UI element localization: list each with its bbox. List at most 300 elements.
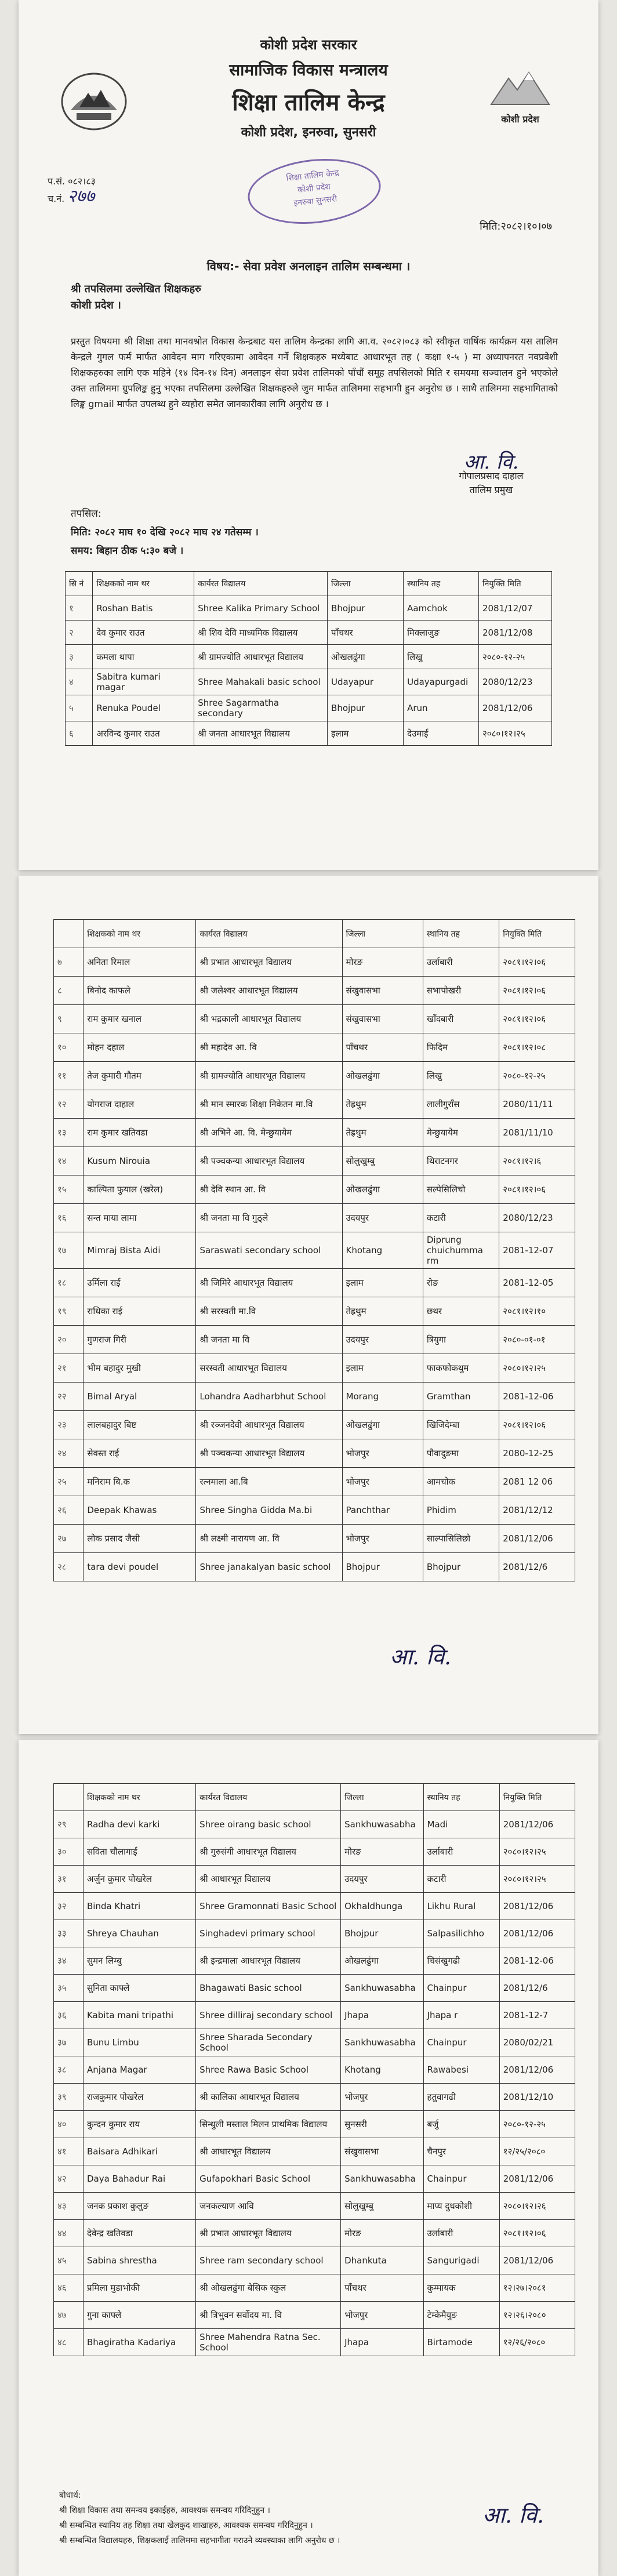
cell-district: Bhojpur xyxy=(342,1553,423,1581)
signature-mark: आ. वि. xyxy=(463,451,519,474)
cell-school: Shree oirang basic school xyxy=(196,1811,341,1838)
cell-school: श्री इन्द्रमाला आधारभूत विद्यालय xyxy=(196,1947,341,1975)
table-row xyxy=(66,669,552,695)
recipient-line: कोशी प्रदेश । xyxy=(71,299,121,311)
cell-name: Kabita mani tripathi xyxy=(83,2002,195,2029)
ref-value: ०८२।८३ xyxy=(68,176,96,187)
cell-local: उर्लाबारी xyxy=(423,1838,499,1866)
cell-name: लोक प्रसाद जैसी xyxy=(84,1525,196,1553)
cell-school: श्री भद्रकाली आधारभूत विद्यालय xyxy=(196,1005,342,1033)
cell-name: Sabina shrestha xyxy=(83,2247,195,2274)
cell-name: अर्जुन कुमार पोखरेल xyxy=(83,1866,195,1893)
cell-local: खिजिदेम्बा xyxy=(423,1411,499,1439)
table-row xyxy=(54,1204,575,1232)
cell-school: Shree janakalyan basic school xyxy=(196,1553,342,1581)
cell-district: पाँचथर xyxy=(328,621,404,645)
logo-caption: कोशी प्रदेश xyxy=(501,114,539,125)
stamp-line: शिक्षा तालिम केन्द्र xyxy=(285,168,340,183)
schedule-time: समय: बिहान ठीक ५:३० बजे । xyxy=(71,545,184,557)
cell-name: प्रमिला मुडाभोकी xyxy=(83,2274,195,2302)
cell-date: १२।२७।२०८१ xyxy=(499,2274,575,2302)
recipient-block xyxy=(71,281,201,314)
cell-school: श्री मान स्मारक शिक्षा निकेतन मा.वि xyxy=(196,1090,342,1119)
header-district: जिल्ला xyxy=(328,572,404,596)
cell-local: Chainpur xyxy=(423,2165,499,2193)
table-row xyxy=(54,1893,575,1920)
cell-sn: ४८ xyxy=(54,2329,84,2356)
header-name: शिक्षकको नाम थर xyxy=(84,920,196,948)
cell-local: चिसंखुगढी xyxy=(423,1947,499,1975)
cell-name: देवेन्द्र खतिवडा xyxy=(83,2220,195,2247)
cell-sn: ५ xyxy=(66,695,93,721)
cell-sn: ३० xyxy=(54,1838,84,1866)
cell-local: मेन्छुयायेम xyxy=(423,1119,499,1147)
cell-school: श्री पञ्चकन्या आधारभूत विद्यालय xyxy=(196,1147,342,1175)
cell-school: श्री सरस्वती मा.वि xyxy=(196,1297,342,1326)
cell-school: श्री शिव देवि माध्यमिक विद्यालय xyxy=(194,621,328,645)
cell-school: Shree Kalika Primary School xyxy=(194,596,328,621)
table-row xyxy=(54,1033,575,1062)
cell-sn: १९ xyxy=(54,1297,84,1326)
ref-label: प.सं. xyxy=(48,176,66,187)
table-row xyxy=(54,1975,575,2002)
cell-local: Salpasilichho xyxy=(423,1920,499,1947)
reference-numbers xyxy=(48,174,96,206)
cell-local: कटारी xyxy=(423,1204,499,1232)
cell-school: श्री अभिने आ. वि. मेन्छुयायेम xyxy=(196,1119,342,1147)
cell-date: 2081/12/06 xyxy=(499,2056,575,2084)
table-row xyxy=(54,1175,575,1204)
header-sn xyxy=(54,920,84,948)
cell-district: Panchthar xyxy=(342,1496,423,1525)
table-row xyxy=(66,645,552,669)
cell-name: Kusum Nirouia xyxy=(84,1147,196,1175)
teachers-table-3 xyxy=(53,1783,575,2356)
cell-name: सुनिता काफ्ले xyxy=(83,1975,195,2002)
cell-sn: ४३ xyxy=(54,2193,84,2220)
cell-school: श्री जलेश्वर आधारभूत विद्यालय xyxy=(196,977,342,1005)
cell-local: Arun xyxy=(404,695,479,721)
cell-name: राम कुमार खनाल xyxy=(84,1005,196,1033)
cell-district: Sankhuwasabha xyxy=(341,1811,423,1838)
header-district: जिल्ला xyxy=(342,920,423,948)
cell-local: Bhojpur xyxy=(423,1553,499,1581)
cell-date: २०८१।१२।०६ xyxy=(499,1411,575,1439)
cell-sn: १८ xyxy=(54,1269,84,1297)
table-row xyxy=(54,1553,575,1581)
cell-sn: ४१ xyxy=(54,2138,84,2165)
cell-district: Bhojpur xyxy=(328,695,404,721)
cell-school: Shree Mahendra Ratna Sec. School xyxy=(196,2329,341,2356)
cell-district: भोजपुर xyxy=(342,1439,423,1468)
copy-to-block xyxy=(59,2488,488,2548)
cell-name: भीम बहादुर मुखी xyxy=(84,1354,196,1383)
cell-district: Sankhuwasabha xyxy=(341,1975,423,2002)
letter-page-2 xyxy=(19,876,598,1734)
cell-date: 2081/12/06 xyxy=(499,1525,575,1553)
table-row xyxy=(54,1468,575,1496)
cell-local: Likhu Rural xyxy=(423,1893,499,1920)
table-row xyxy=(54,1062,575,1090)
cell-local: लालीगुराँस xyxy=(423,1090,499,1119)
letter-subject: विषय:- सेवा प्रवेश अनलाइन तालिम सम्बन्धमा । xyxy=(206,259,411,273)
letterhead-government: कोशी प्रदेश सरकार xyxy=(260,37,357,53)
cell-school: श्री आधारभूत विद्यालय xyxy=(196,1866,341,1893)
cell-school: श्री कालिका आधारभूत विद्यालय xyxy=(196,2084,341,2111)
signature-mark: आ. वि. xyxy=(390,1644,452,1670)
cell-sn: ३३ xyxy=(54,1920,84,1947)
cell-name: Bunu Limbu xyxy=(83,2029,195,2056)
teachers-table-1 xyxy=(65,571,552,746)
cell-name: Anjana Magar xyxy=(83,2056,195,2084)
cell-name: राधिका राई xyxy=(84,1297,196,1326)
cell-district: तेह्रथुम xyxy=(342,1090,423,1119)
cell-sn: ४२ xyxy=(54,2165,84,2193)
cell-district: मोरङ xyxy=(342,948,423,977)
cell-name: Daya Bahadur Rai xyxy=(83,2165,195,2193)
cell-name: राजकुमार पोखरेल xyxy=(83,2084,195,2111)
cell-date: 2081/12/06 xyxy=(499,1811,575,1838)
cell-local: Diprung chuichumma rm xyxy=(423,1232,499,1269)
cell-name: काल्पिता फुयाल (खरेल) xyxy=(84,1175,196,1204)
cell-sn: ३ xyxy=(66,645,93,669)
cell-sn: ८ xyxy=(54,977,84,1005)
cell-local: Phidim xyxy=(423,1496,499,1525)
cell-school: Gufapokhari Basic School xyxy=(196,2165,341,2193)
cell-date: 2081/11/10 xyxy=(499,1119,575,1147)
cell-district: Bhojpur xyxy=(328,596,404,621)
cell-school: श्री प्रभात आधारभूत विद्यालय xyxy=(196,948,342,977)
cell-sn: १७ xyxy=(54,1232,84,1269)
cell-sn: ४ xyxy=(66,669,93,695)
cell-sn: ३४ xyxy=(54,1947,84,1975)
cell-local: मिक्लाजुङ xyxy=(404,621,479,645)
cell-district: पाँचथर xyxy=(341,2274,423,2302)
cell-sn: २९ xyxy=(54,1811,84,1838)
cell-school: Shree Sharada Secondary School xyxy=(196,2029,341,2056)
cell-sn: ३५ xyxy=(54,1975,84,2002)
cell-sn: २० xyxy=(54,1326,84,1354)
letterhead-ministry: सामाजिक विकास मन्त्रालय xyxy=(229,60,388,79)
cell-name: मनिराम बि.क xyxy=(84,1468,196,1496)
cell-district: Morang xyxy=(342,1383,423,1411)
cell-school: रत्नमाला आ.बि xyxy=(196,1468,342,1496)
cell-date: २०८०-१२-२५ xyxy=(478,645,551,669)
table-row xyxy=(54,1811,575,1838)
table-row xyxy=(54,2274,575,2302)
cell-local: खाँदबारी xyxy=(423,1005,499,1033)
cell-sn: २४ xyxy=(54,1439,84,1468)
table-row xyxy=(54,2329,575,2356)
cell-name: Mimraj Bista Aidi xyxy=(84,1232,196,1269)
cell-name: Radha devi karki xyxy=(83,1811,195,1838)
cell-date: २०८१।१२।०६ xyxy=(499,948,575,977)
cell-school: Shree Singha Gidda Ma.bi xyxy=(196,1496,342,1525)
cell-date: 2080/12/23 xyxy=(499,1204,575,1232)
header-local: स्थानिय तह xyxy=(423,1784,499,1811)
cell-name: गुणराज गिरी xyxy=(84,1326,196,1354)
cell-district: भोजपुर xyxy=(341,2302,423,2329)
cell-school: Singhadevi primary school xyxy=(196,1920,341,1947)
cell-district: ओखलढुंगा xyxy=(342,1175,423,1204)
cell-sn: १६ xyxy=(54,1204,84,1232)
cell-date: १२/२५/२०८० xyxy=(499,2138,575,2165)
cell-school: श्री ओखलढुंगा बेसिक स्कुल xyxy=(196,2274,341,2302)
cell-local: Gramthan xyxy=(423,1383,499,1411)
cell-date: २०८१।१२।०६ xyxy=(499,1005,575,1033)
letterhead-address: कोशी प्रदेश, इनरुवा, सुनसरी xyxy=(241,125,376,140)
letterhead-office: शिक्षा तालिम केन्द्र xyxy=(232,89,385,116)
table-header-row xyxy=(66,572,552,596)
header-date: नियुक्ति मिति xyxy=(499,1784,575,1811)
cell-school: श्री रञ्जनदेवी आधारभूत विद्यालय xyxy=(196,1411,342,1439)
cell-date: 2081/12/10 xyxy=(499,2084,575,2111)
cell-local: लिखु xyxy=(423,1062,499,1090)
cell-sn: ३२ xyxy=(54,1893,84,1920)
cell-name: Binda Khatri xyxy=(83,1893,195,1920)
cell-district: भोजपुर xyxy=(342,1525,423,1553)
cell-local: कटारी xyxy=(423,1866,499,1893)
header-local: स्थानिय तह xyxy=(423,920,499,948)
cell-district: उदयपुर xyxy=(341,1866,423,1893)
table-row xyxy=(54,1866,575,1893)
table-row xyxy=(54,1496,575,1525)
cell-date: 2081-12-07 xyxy=(499,1232,575,1269)
schedule-block xyxy=(71,505,259,560)
table-row xyxy=(54,1232,575,1269)
table-row xyxy=(54,1439,575,1468)
cell-school: श्री जनता आधारभूत विद्यालय xyxy=(194,721,328,746)
cell-district: तेह्रथुम xyxy=(342,1297,423,1326)
table-row xyxy=(54,1354,575,1383)
cell-date: २०८०।१२।२५ xyxy=(499,1866,575,1893)
cell-district: तेह्रथुम xyxy=(342,1119,423,1147)
header-date: नियुक्ति मिति xyxy=(478,572,551,596)
cell-district: Khotang xyxy=(341,2056,423,2084)
teachers-table-2 xyxy=(53,919,575,1581)
cell-district: मोरङ xyxy=(341,2220,423,2247)
header-sn xyxy=(54,1784,84,1811)
cell-sn: ३८ xyxy=(54,2056,84,2084)
cell-local: Udayapurgadi xyxy=(404,669,479,695)
cell-district: उदयपुर xyxy=(342,1326,423,1354)
header-school: कार्यरत विद्यालय xyxy=(196,920,342,948)
cell-district: Bhojpur xyxy=(341,1920,423,1947)
office-stamp xyxy=(245,153,384,230)
table-row xyxy=(54,2138,575,2165)
table-row xyxy=(54,2002,575,2029)
cell-name: सन्त माया लामा xyxy=(84,1204,196,1232)
cell-sn: १४ xyxy=(54,1147,84,1175)
cell-school: श्री जनता मा वि xyxy=(196,1326,342,1354)
table-row xyxy=(66,695,552,721)
cell-school: श्री ग्रामज्योति आधारभूत विद्यालय xyxy=(194,645,328,669)
cell-district: Jhapa xyxy=(341,2329,423,2356)
schedule-lead: तपसिल: xyxy=(71,508,101,520)
cell-local: माप्य दुधकोशी xyxy=(423,2193,499,2220)
cell-date: 2081/12/12 xyxy=(499,1496,575,1525)
cell-local: Jhapa r xyxy=(423,2002,499,2029)
cell-name: Deepak Khawas xyxy=(84,1496,196,1525)
cell-name: Sabitra kumari magar xyxy=(93,669,194,695)
signature-block xyxy=(424,451,558,497)
cell-sn: ३९ xyxy=(54,2084,84,2111)
cell-name: Baisara Adhikari xyxy=(83,2138,195,2165)
cell-local: कुम्मायक xyxy=(423,2274,499,2302)
cell-district: ओखलढुंगा xyxy=(328,645,404,669)
cell-district: संखुवासभा xyxy=(342,1005,423,1033)
cell-school: श्री पञ्चकन्या आधारभूत विद्यालय xyxy=(196,1439,342,1468)
cell-district: भोजपुर xyxy=(341,2084,423,2111)
cell-date: २०८०-१२-२५ xyxy=(499,1062,575,1090)
cell-district: सोलुखुम्बु xyxy=(341,2193,423,2220)
cell-local: Birtamode xyxy=(423,2329,499,2356)
dispatch-label: च.नं. xyxy=(48,193,65,204)
cell-local: देउमाई xyxy=(404,721,479,746)
header-school: कार्यरत विद्यालय xyxy=(196,1784,341,1811)
cell-district: संखुवासभा xyxy=(341,2138,423,2165)
table-row xyxy=(66,621,552,645)
cell-name: तेज कुमारी गौतम xyxy=(84,1062,196,1090)
cell-local: रोङ xyxy=(423,1269,499,1297)
cell-sn: ११ xyxy=(54,1062,84,1090)
cell-local: टेम्केमैयुङ xyxy=(423,2302,499,2329)
cell-name: लालबहादुर बिष्ट xyxy=(84,1411,196,1439)
table-row xyxy=(54,2247,575,2274)
cell-district: ओखलढुंगा xyxy=(342,1411,423,1439)
cell-school: श्री जिमिरे आधारभूत विद्यालय xyxy=(196,1269,342,1297)
cell-sn: १ xyxy=(66,596,93,621)
table-row xyxy=(54,1297,575,1326)
cell-school: सरस्वती आधारभूत विद्यालय xyxy=(196,1354,342,1383)
cell-sn: १२ xyxy=(54,1090,84,1119)
cell-date: 2081/12/07 xyxy=(478,596,551,621)
table-row xyxy=(54,2056,575,2084)
cell-date: २०८०-१२-२५ xyxy=(499,2111,575,2138)
cc-line: श्री सम्बन्धित स्थानिय तह शिक्षा तथा खेलकुद शाखाहरु, आवश्यक समन्वय गरिदिनुहुन । xyxy=(59,2521,313,2530)
cell-sn: १० xyxy=(54,1033,84,1062)
cell-name: देव कुमार राउत xyxy=(93,621,194,645)
table-row xyxy=(54,1947,575,1975)
cell-sn: २१ xyxy=(54,1354,84,1383)
cell-district: सोलुखुम्बु xyxy=(342,1147,423,1175)
cell-date: २०८१।१२।०६ xyxy=(499,1175,575,1204)
cell-sn: १३ xyxy=(54,1119,84,1147)
cell-school: श्री महादेव आ. वि xyxy=(196,1033,342,1062)
table-row xyxy=(66,721,552,746)
table-row xyxy=(54,1326,575,1354)
cell-sn: २६ xyxy=(54,1496,84,1525)
cell-name: Bhagirathа Kadariya xyxy=(83,2329,195,2356)
cell-school: Shree Rawa Basic School xyxy=(196,2056,341,2084)
cell-school: श्री देवि स्थान आ. वि xyxy=(196,1175,342,1204)
table-row xyxy=(54,2220,575,2247)
cell-local: उर्लाबारी xyxy=(423,2220,499,2247)
cell-local: Madi xyxy=(423,1811,499,1838)
cell-district: सुनसरी xyxy=(341,2111,423,2138)
table-row xyxy=(54,977,575,1005)
cell-sn: ६ xyxy=(66,721,93,746)
cell-name: अरविन्द कुमार राउत xyxy=(93,721,194,746)
table-row xyxy=(54,1147,575,1175)
cell-sn: ७ xyxy=(54,948,84,977)
cell-name: कुन्दन कुमार राय xyxy=(83,2111,195,2138)
cell-name: सविता चौलागाईं xyxy=(83,1838,195,1866)
header-name: शिक्षकको नाम थर xyxy=(93,572,194,596)
cell-date: २०८१।१२।०६ xyxy=(499,977,575,1005)
cell-local: छथर xyxy=(423,1297,499,1326)
table-row xyxy=(54,2084,575,2111)
cell-date: २०८१।१२।०८ xyxy=(499,1033,575,1062)
cell-name: Roshan Batis xyxy=(93,596,194,621)
stamp-line: कोशी प्रदेश xyxy=(297,182,331,195)
cell-date: 2081 12 06 xyxy=(499,1468,575,1496)
cell-date: 2081/12/06 xyxy=(478,695,551,721)
cell-name: tara devi poudel xyxy=(84,1553,196,1581)
header-local: स्थानिय तह xyxy=(404,572,479,596)
cell-date: २०८१।१२।१० xyxy=(499,1297,575,1326)
cell-date: 2081/12/6 xyxy=(499,1975,575,2002)
cell-district: इलाम xyxy=(342,1354,423,1383)
schedule-date: मिति: २०८२ माघ १० देखि २०८२ माघ २४ गतेसम्म । xyxy=(71,527,259,538)
cell-date: 2081-12-06 xyxy=(499,1947,575,1975)
cc-line: श्री शिक्षा विकास तथा समन्वय इकाईहरु, आवश्यक समन्वय गरिदिनुहुन । xyxy=(59,2506,270,2515)
cell-sn: ३६ xyxy=(54,2002,84,2029)
cell-date: २०८०।१२।२५ xyxy=(499,1838,575,1866)
cell-sn: १५ xyxy=(54,1175,84,1204)
cell-district: भोजपुर xyxy=(342,1468,423,1496)
cell-local: चैनपुर xyxy=(423,2138,499,2165)
cell-district: मोरङ xyxy=(341,1838,423,1866)
cell-sn: ४४ xyxy=(54,2220,84,2247)
cell-date: 2081/12/6 xyxy=(499,1553,575,1581)
signatory-title: तालिम प्रमुख xyxy=(469,484,513,495)
table-row xyxy=(54,1920,575,1947)
cell-name: अनिता रिमाल xyxy=(84,948,196,977)
cell-sn: ४७ xyxy=(54,2302,84,2329)
cell-date: २०८०।१२।२५ xyxy=(478,721,551,746)
cc-label: बोधार्थ: xyxy=(59,2491,81,2500)
cell-school: श्री गुरुसंगी आधारभूत विद्यालय xyxy=(196,1838,341,1866)
cell-district: Okhaldhunga xyxy=(341,1893,423,1920)
cell-local: हतुवागढी xyxy=(423,2084,499,2111)
letter-date: मिति:२०८२।१०।०७ xyxy=(480,220,552,233)
cell-name: कमला थापा xyxy=(93,645,194,669)
cell-sn: ९ xyxy=(54,1005,84,1033)
header-sn: सि नं xyxy=(66,572,93,596)
table-header-row xyxy=(54,920,575,948)
cell-district: इलाम xyxy=(328,721,404,746)
table-row xyxy=(54,2111,575,2138)
stamp-line: इनरुवा सुनसरी xyxy=(293,194,337,208)
table-header-row xyxy=(54,1784,575,1811)
cell-school: Shree Mahakali basic school xyxy=(194,669,328,695)
cell-name: बिनोद काफले xyxy=(84,977,196,1005)
cell-name: राम कुमार खतिवडा xyxy=(84,1119,196,1147)
cell-district: पाँचथर xyxy=(342,1033,423,1062)
letter-page-1 xyxy=(19,0,598,870)
cell-name: Renuka Poudel xyxy=(93,695,194,721)
cell-district: उदयपुर xyxy=(342,1204,423,1232)
cell-date: 2080-12-25 xyxy=(499,1439,575,1468)
table-row xyxy=(54,2165,575,2193)
cell-local: Chainpur xyxy=(423,2029,499,2056)
cell-date: 2081/12/06 xyxy=(499,1893,575,1920)
table-row xyxy=(54,2302,575,2329)
table-row xyxy=(54,2193,575,2220)
cell-date: 2080/11/11 xyxy=(499,1090,575,1119)
cell-local: Chainpur xyxy=(423,1975,499,2002)
